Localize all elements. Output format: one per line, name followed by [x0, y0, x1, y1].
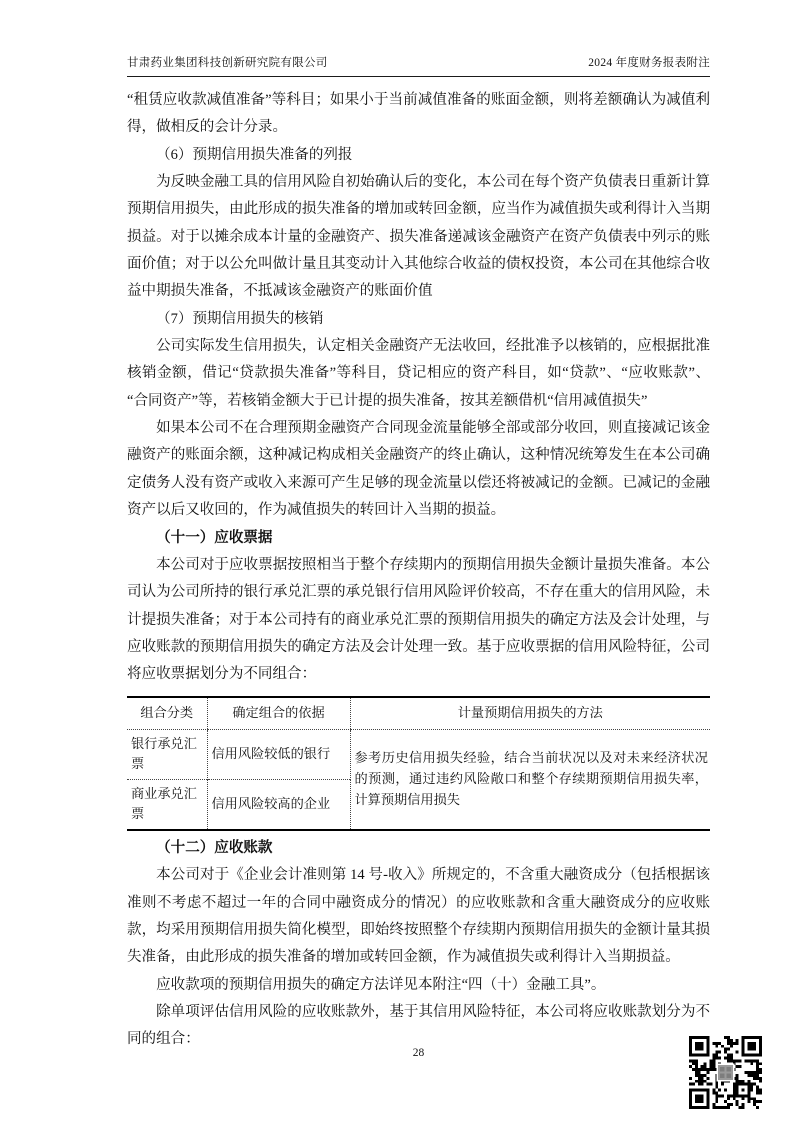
item-7-paragraph-1: 公司实际发生信用损失，认定相关金融资产无法收回，经批准予以核销的，应根据批准核销金额，借记“贷款损失准备”等科目，贷记相应的资产科目，如“贷款”、“应收账款”、“合同资产”等，若核销金额大于已计提的损失准备，按其差额借机“信用减值损失”: [127, 338, 710, 409]
table-row: [127, 729, 710, 779]
item-6-heading: （6）预期信用损失准备的列报: [156, 146, 353, 163]
paragraph-continuation: “租赁应收款减值准备”等科目；如果小于当前减值准备的账面金额，则将差额确认为减值利得，做相反的会计分录。: [127, 92, 710, 136]
column-header-category: 组合分类: [127, 697, 207, 730]
credit-loss-portfolio-table: [127, 696, 710, 831]
document-body: [127, 87, 710, 1054]
page-number: 28: [412, 1047, 425, 1059]
cell-category-commercial: 商业承兑汇票: [127, 779, 207, 830]
header-doc-title: 2024 年度财务报表附注: [588, 57, 710, 69]
cell-category-bank: 银行承兑汇票: [131, 735, 197, 772]
section-11-paragraph: 本公司对于应收票据按照相当于整个存续期内的预期信用损失金额计量损失准备。本公司认为公司所持的银行承兑汇票的承兑银行信用风险评价较高，不存在重大的信用风险，未计提损失准备；对于本公司持有的商业承兑汇票的预期信用损失的确定方法及会计处理，与应收账款的预期信用损失的确定方法及会计处理一致。基于应收票据的信用风险特征，公司将应收票据划分为不同组合：: [127, 556, 710, 683]
cell-basis-commercial: 信用风险较高的企业: [207, 779, 350, 830]
item-7-paragraph-2: 如果本公司不在合理预期金融资产合同现金流量能够全部或部分收回，则直接减记该金融资产的账面余额，这种减记构成相关金融资产的终止确认，这种情况统筹发生在本公司确定债务人没有资产或收入来源可产生足够的现金流量以偿还将被减记的金额。已减记的金融资产以后又收回的，作为减值损失的转回计入当期的损益。: [127, 420, 710, 519]
qr-code-svg: [689, 1035, 762, 1110]
cell-method-merged: 参考历史信用损失经验，结合当前状况以及对未来经济状况的预测，通过违约风险敞口和整个存续期预期信用损失率，计算预期信用损失: [350, 729, 710, 830]
item-6-paragraph: 为反映金融工具的信用风险自初始确认后的变化，本公司在每个资产负债表日重新计算预期信用损失，由此形成的损失准备的增加或转回金额，应当作为减值损失或利得计入当期损益。对于以摊余成本计量的金融资产、损失准备递减该金融资产在资产负债表中列示的账面价值；对于以公允叫做计量且其变动计入其他综合收益的债权投资，本公司在其他综合收益中期损失准备，不抵减该金融资产的账面价值: [127, 174, 710, 300]
page-header: [127, 54, 710, 77]
section-11-heading: （十一）应收票据: [156, 529, 273, 546]
qr-code-icon: [689, 1035, 762, 1110]
cell-basis-bank: 信用风险较低的银行: [207, 729, 350, 779]
section-12-paragraph-3: 除单项评估信用风险的应收账款外，基于其信用风险特征，本公司将应收账款划分为不同的组合：: [127, 1004, 710, 1048]
column-header-basis: 确定组合的依据: [207, 697, 350, 730]
header-company-name: 甘肃药业集团科技创新研究院有限公司: [127, 57, 328, 69]
section-12-paragraph-1: 本公司对于《企业会计准则第 14 号-收入》所规定的，不含重大融资成分（包括根据该准则不考虑不超过一年的合同中融资成分的情况）的应收账款和含重大融资成分的应收账款，均采用预期信用损失简化模型，即始终按照整个存续期内预期信用损失的金额计量其损失准备，由此形成的损失准备的增加或转回金额，作为减值损失或利得计入当期损益。: [127, 867, 710, 966]
section-12-heading: （十二）应收账款: [156, 839, 273, 856]
item-7-heading: （7）预期信用损失的核销: [156, 310, 324, 327]
column-header-method: 计量预期信用损失的方法: [350, 697, 710, 730]
table-header-row: [127, 697, 710, 730]
section-12-paragraph-2: 应收款项的预期信用损失的确定方法详见本附注“四（十）金融工具”。: [156, 976, 606, 993]
